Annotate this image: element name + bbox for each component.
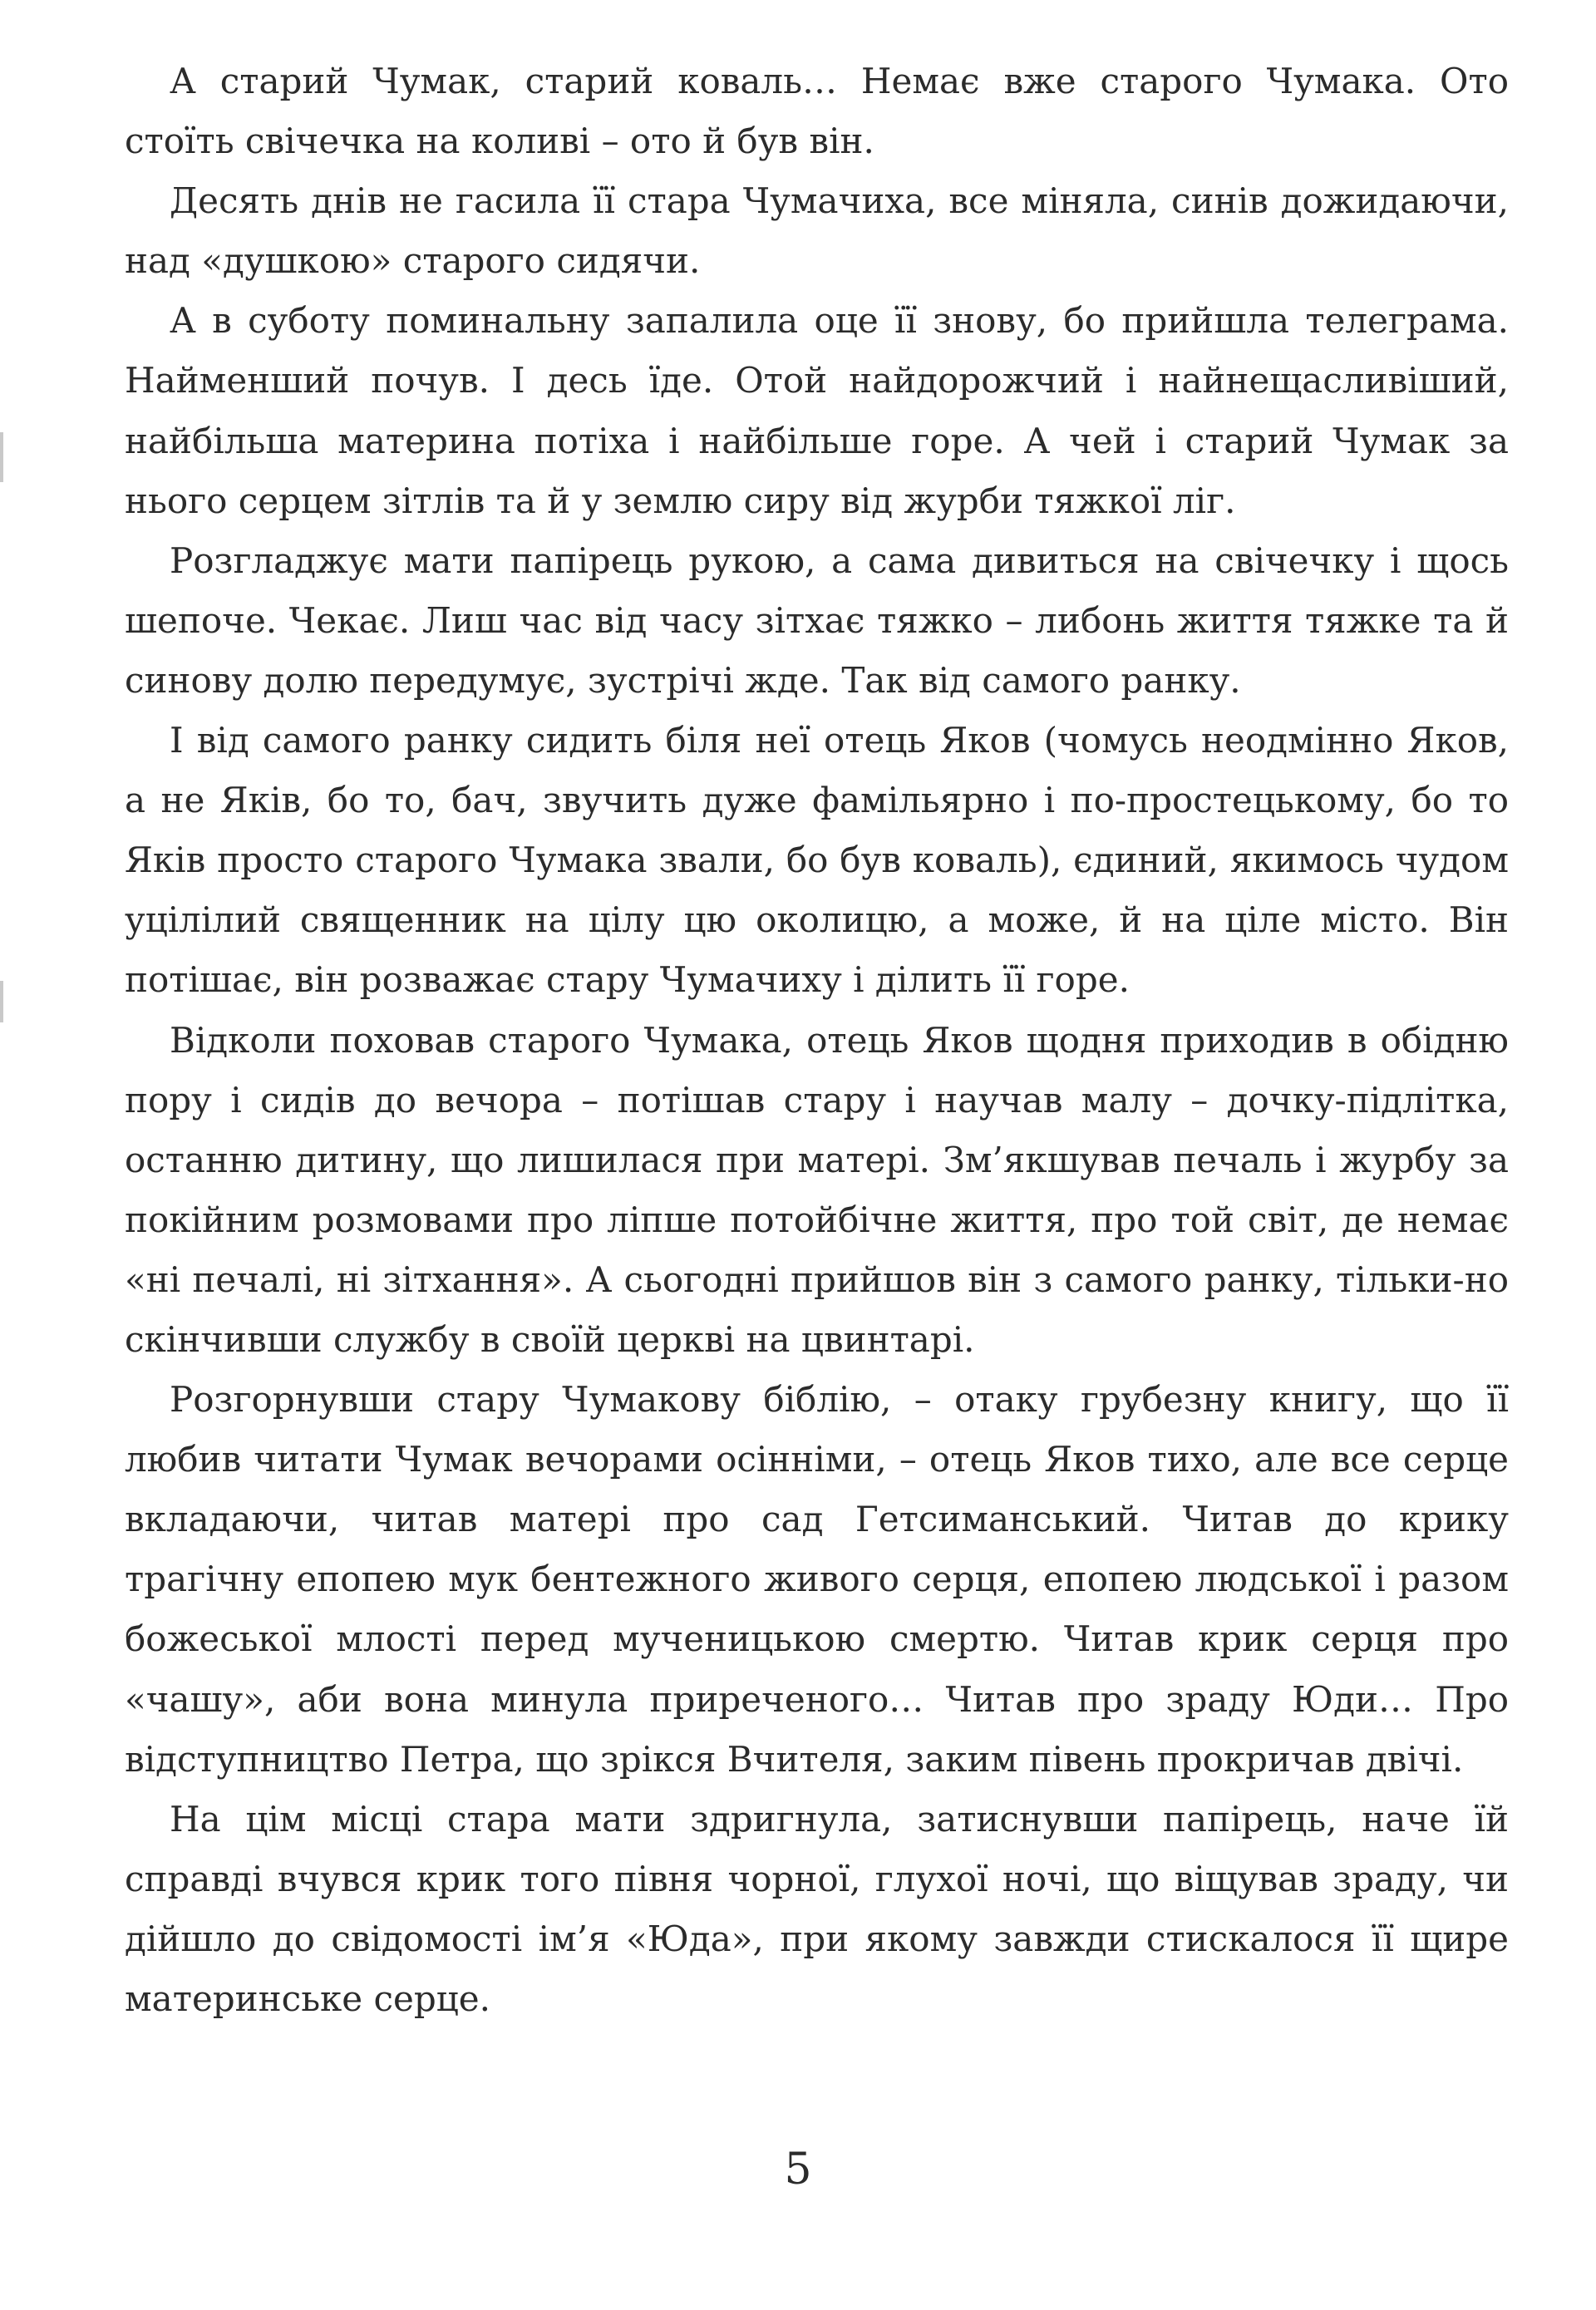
paragraph: А в суботу поминальну запалила оце її знову, бо прийшла телеграма. Найменший почув. І десь їде. Отой найдорожчий і найнещасливіший, найбільша материна потіха і найбільше горе. А чей і старий Чумак за нього серцем зітлів та й у землю сиру від журби тяжкої ліг. [125,300,1509,521]
paragraph: Розгорнувши стару Чумакову біблію, – отаку грубезну книгу, що її любив читати Чумак вечорами осінніми, – отець Яков тихо, але все серце вкладаючи, читав матері про сад Гетсиманський. Читав до крику трагічну епопею мук бентежного живого серця, епопею людської і разом божеської млості перед мученицькою смертю. Читав крик серця про «чашу», аби вона минула приреченого… Читав про зраду Юди… Про відступництво Петра, що зрікся Вчителя, заким півень прокричав двічі. [125,1379,1509,1780]
paragraph: Відколи поховав старого Чумака, отець Яков щодня приходив в обідню пору і сидів до вечора – потішав стару і научав малу – дочку-підлітка, останню дитину, що лишилася при матері. Зм’якшував печаль і журбу за покійним розмовами про ліпше потойбічне життя, про той світ, де немає «ні печалі, ні зітхання». А сьогодні прийшов він з самого ранку, тільки-но скінчивши службу в своїй церкві на цвинтарі. [125,1019,1509,1360]
paragraph: На цім місці стара мати здригнула, затиснувши папірець, наче їй справді вчувся крик того півня чорної, глухої ночі, що віщував зраду, чи дійшло до свідомості ім’я «Юда», при якому завжди стискалося її щире материнське серце. [125,1798,1509,2019]
paragraph: А старий Чумак, старий коваль… Немає вже старого Чумака. Ото стоїть свічечка на коливі – ото й був він. [125,61,1509,162]
paragraph: І від самого ранку сидить біля неї отець Яков (чомусь неодмінно Яков, а не Яків, бо то, бач, звучить дуже фамільярно і по-простецькому, бо то Яків просто старого Чумака звали, бо був коваль), єдиний, якимось чудом уцілілий священник на цілу цю околицю, а може, й на ціле місто. Він потішає, він розважає стару Чумачиху і ділить її горе. [125,720,1509,1001]
left-edge-mark [0,981,3,1022]
paragraph: Десять днів не гасила її стара Чумачиха, все міняла, синів дожидаючи, над «душкою» старого сидячи. [125,180,1509,282]
body-text [125,52,1509,2029]
page-number: 5 [784,2145,812,2194]
paragraph: Розгладжує мати папірець рукою, а сама дивиться на свічечку і щось шепоче. Чекає. Лиш час від часу зітхає тяжко – либонь життя тяжке та й синову долю передумує, зустрічі жде. Так від самого ранку. [125,539,1509,701]
left-edge-mark [0,432,3,482]
